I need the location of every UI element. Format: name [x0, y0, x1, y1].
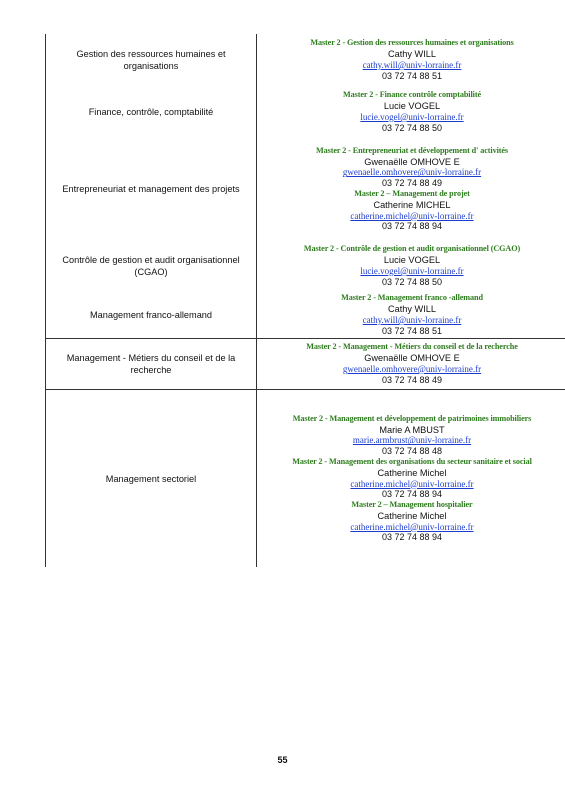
contact-name: Gwenaëlle OMHOVE E [364, 156, 460, 167]
table-row [46, 292, 565, 338]
phone-number: 03 72 74 88 50 [381, 122, 443, 133]
contact-block [257, 390, 565, 567]
phone-number: 03 72 74 88 51 [381, 70, 443, 81]
email-link[interactable]: catherine.michel@univ-lorraine.fr [350, 210, 474, 221]
contact-block [257, 34, 565, 86]
program-label: Management franco-allemand [46, 292, 257, 338]
contact-name: Gwenaëlle OMHOVE E [364, 353, 460, 364]
email-link[interactable]: marie.armbrust@univ-lorraine.fr [352, 435, 472, 446]
contact-name: Cathy WILL [388, 304, 436, 315]
email-link[interactable]: lucie.vogel@univ-lorraine.fr [360, 266, 464, 276]
phone-number: 03 72 74 88 94 [381, 532, 443, 543]
program-label: Contrôle de gestion et audit organisationnel (CGAO) [46, 240, 257, 292]
page-number: 55 [277, 755, 288, 765]
program-label: Finance, contrôle, comptabilité [46, 86, 257, 138]
email-link[interactable]: gwenaelle.omhovere@univ-lorraine.fr [342, 364, 482, 374]
contact-name: Lucie VOGEL [383, 255, 441, 266]
program-label: Entrepreneuriat et management des projets [46, 138, 257, 240]
contact-name: Catherine Michel [377, 467, 447, 478]
phone-number: 03 72 74 88 94 [381, 221, 443, 232]
program-title: Master 2 – Management hospitalier [351, 500, 473, 510]
program-title: Master 2 - Gestion des ressources humaines et organisations [310, 38, 514, 48]
phone-number: 03 72 74 88 49 [381, 374, 443, 385]
email-link[interactable]: cathy.will@univ-lorraine.fr [362, 60, 462, 70]
table-row [46, 338, 565, 389]
email-link[interactable]: cathy.will@univ-lorraine.fr [362, 315, 462, 325]
program-title: Master 2 - Management - Métiers du conseil et de la recherche [306, 342, 518, 352]
phone-number: 03 72 74 88 50 [381, 276, 443, 287]
email-link[interactable]: lucie.vogel@univ-lorraine.fr [360, 112, 464, 122]
contact-name: Marie A MBUST [379, 424, 445, 435]
table-row [46, 240, 565, 292]
program-title: Master 2 – Management de projet [354, 189, 470, 198]
contact-name: Lucie VOGEL [383, 101, 441, 112]
contact-block [257, 240, 565, 292]
phone-number: 03 72 74 88 48 [381, 446, 443, 457]
email-link[interactable]: catherine.michel@univ-lorraine.fr [350, 478, 474, 489]
program-label: Management sectoriel [46, 390, 257, 567]
table-row [46, 389, 565, 567]
contact-block [257, 86, 565, 138]
phone-number: 03 72 74 88 49 [381, 178, 443, 189]
contacts-table [45, 34, 565, 567]
program-title: Master 2 - Finance contrôle comptabilité [343, 90, 481, 100]
program-title: Master 2 - Management des organisations du secteur sanitaire et social [292, 456, 532, 466]
program-title: Master 2 - Management franco -allemand [341, 293, 483, 303]
table-row [46, 34, 565, 86]
contact-block [257, 339, 565, 389]
contact-block [257, 292, 565, 338]
program-title: Master 2 - Contrôle de gestion et audit organisationnel (CGAO) [303, 244, 521, 254]
phone-number: 03 72 74 88 51 [381, 325, 443, 336]
contact-name: Catherine MICHEL [373, 199, 451, 210]
program-label: Management - Métiers du conseil et de la recherche [46, 339, 257, 389]
contact-block [257, 138, 565, 240]
program-label: Gestion des ressources humaines et organisations [46, 34, 257, 86]
program-title: Master 2 - Entrepreneuriat et développement d' activités [316, 145, 508, 155]
contact-name: Catherine Michel [377, 510, 447, 521]
table-row [46, 86, 565, 138]
phone-number: 03 72 74 88 94 [381, 489, 443, 500]
email-link[interactable]: catherine.michel@univ-lorraine.fr [350, 521, 474, 532]
table-row [46, 138, 565, 240]
contact-name: Cathy WILL [388, 49, 436, 60]
program-title: Master 2 - Management et développement de patrimoines immobiliers [292, 413, 532, 423]
email-link[interactable]: gwenaelle.omhovere@univ-lorraine.fr [342, 167, 482, 178]
